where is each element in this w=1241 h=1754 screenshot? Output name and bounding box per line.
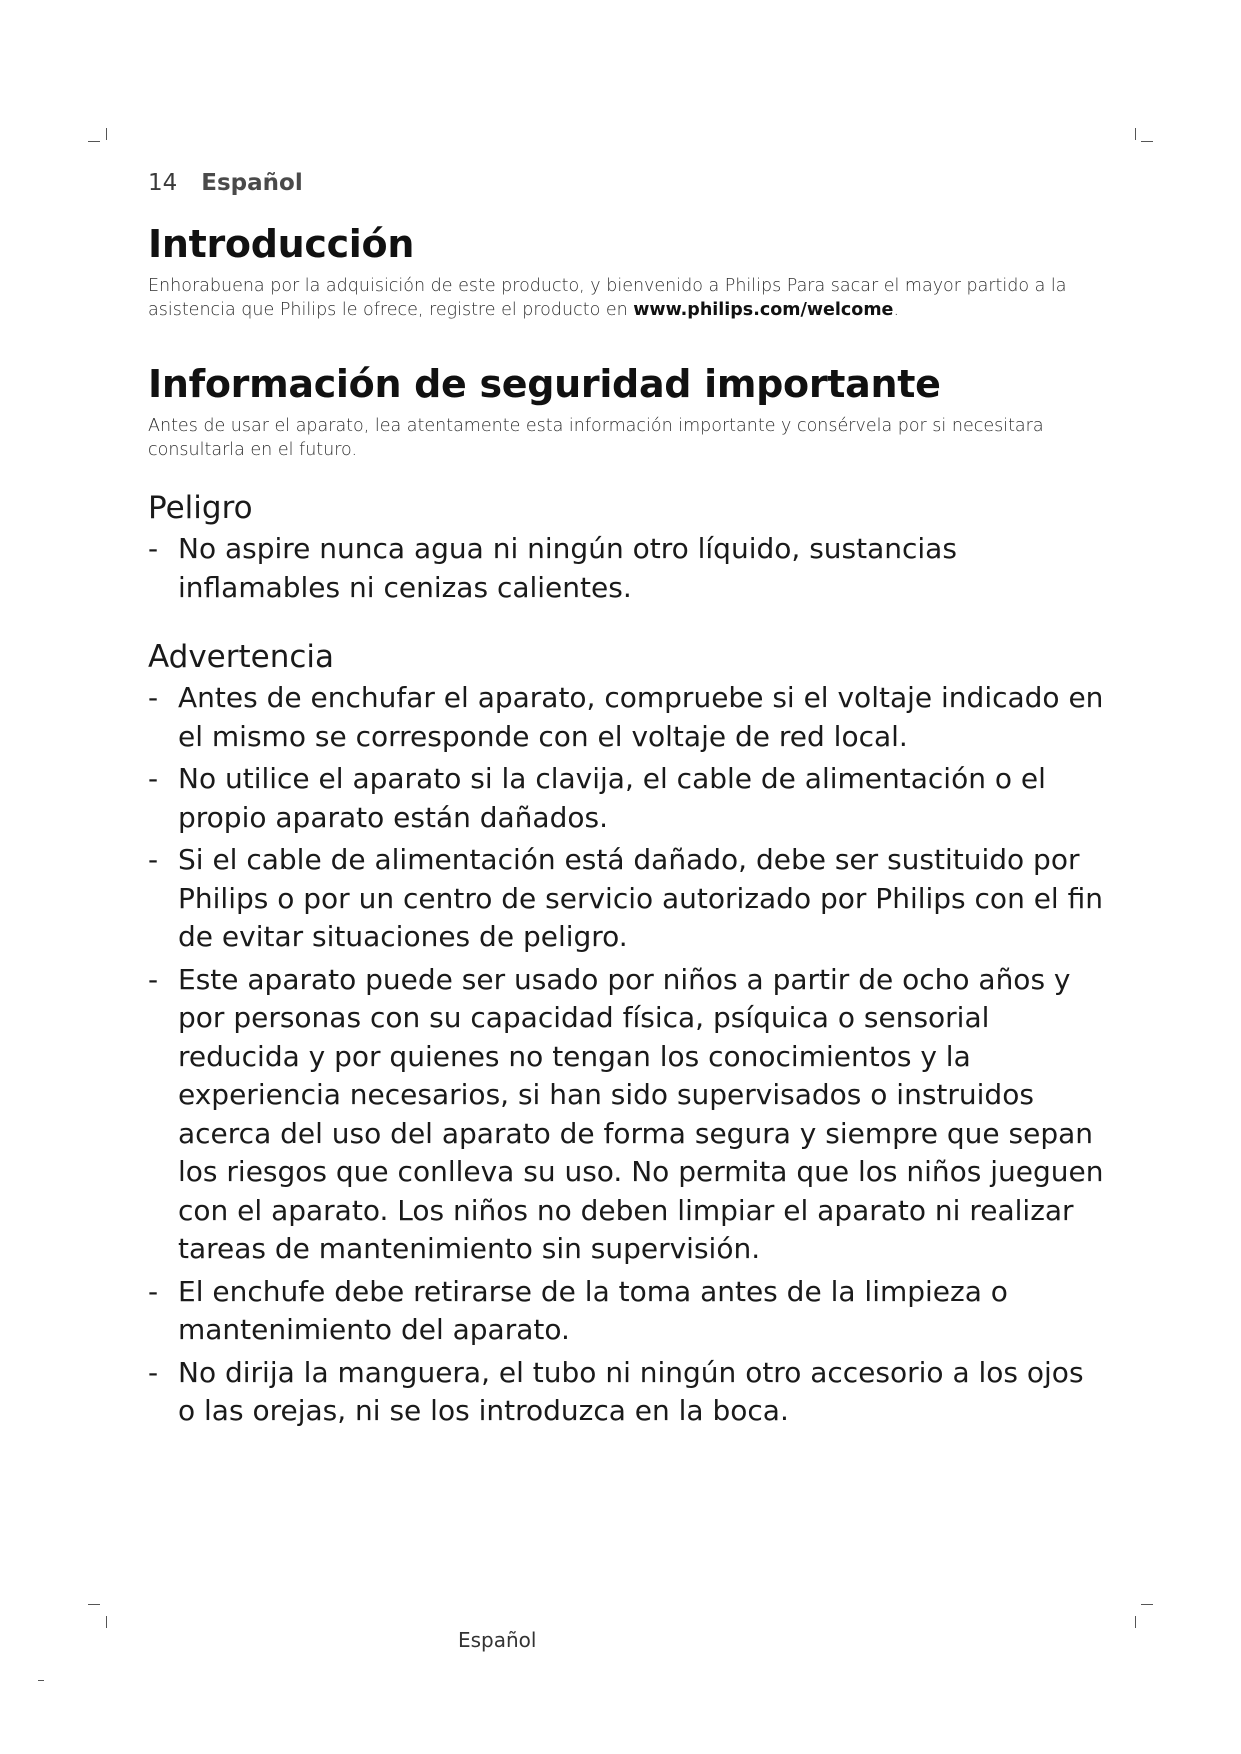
list-item — [148, 841, 1108, 957]
welcome-link[interactable]: www.philips.com/welcome — [633, 300, 894, 320]
header-language: Español — [201, 170, 303, 196]
warning-title: Advertencia — [148, 639, 335, 675]
list-item-text: Este aparato puede ser usado por niños a partir de ocho años y por personas con su capacidad física, psíquica o sensorial reducida y por quienes no tengan los conocimientos y la experiencia necesarios, si han sido supervisados o instruidos acerca del uso del aparato de forma segura y siempre que sepan los riesgos que conlleva su uso. No permita que los niños jueguen con el aparato. Los niños no deben limpiar el aparato ni realizar tareas de mantenimiento sin supervisión. — [178, 962, 1104, 1265]
list-item-text: Si el cable de alimentación está dañado, debe ser sustituido por Philips o por un centro de servicio autorizado por Philips con el fin de evitar situaciones de peligro. — [178, 843, 1103, 953]
page-footer: Español — [458, 1628, 537, 1652]
bullet-dash: - — [148, 843, 159, 876]
crop-mark-bottom-far-left — [38, 1680, 44, 1681]
list-item — [148, 760, 1108, 837]
bullet-dash: - — [148, 681, 159, 714]
crop-mark-bottom-left-v — [106, 1616, 107, 1628]
intro-title: Introducción — [148, 222, 415, 266]
list-item-text: No dirija la manguera, el tubo ni ningún otro accesorio a los ojos o las orejas, ni se los introduzca en la boca. — [178, 1355, 1084, 1427]
crop-mark-bottom-right-h — [1141, 1604, 1153, 1605]
crop-mark-top-right-v — [1135, 128, 1136, 140]
page-header — [148, 170, 303, 196]
page-content — [148, 218, 1108, 1435]
crop-mark-bottom-left-h — [88, 1604, 100, 1605]
safety-text: Antes de usar el aparato, lea atentamente esta información importante y consérvela por si necesitara consultarla en el futuro. — [148, 416, 1044, 460]
list-item-text: Antes de enchufar el aparato, compruebe si el voltaje indicado en el mismo se corresponde con el voltaje de red local. — [178, 681, 1104, 753]
danger-title: Peligro — [148, 490, 253, 526]
crop-mark-top-left-v — [106, 128, 107, 140]
list-item — [148, 961, 1108, 1269]
bullet-dash: - — [148, 962, 159, 996]
intro-text — [148, 274, 1108, 322]
bullet-dash: - — [148, 762, 159, 795]
intro-body: Enhorabuena por la adquisición de este producto, y bienvenido a Philips Para sacar el mayor partido a la asistencia que Philips le ofrece, registre el producto en — [148, 276, 1067, 320]
list-item — [148, 1354, 1108, 1431]
list-item-text: No utilice el aparato si la clavija, el cable de alimentación o el propio aparato están dañados. — [178, 762, 1046, 834]
list-item — [148, 679, 1108, 756]
crop-mark-top-right-h — [1141, 141, 1153, 142]
page-number: 14 — [148, 170, 178, 196]
list-item-text: El enchufe debe retirarse de la toma antes de la limpieza o mantenimiento del aparato. — [178, 1274, 1008, 1346]
intro-text-end: . — [893, 300, 900, 320]
crop-mark-top-left-h — [88, 141, 100, 142]
list-item — [148, 1273, 1108, 1350]
danger-list — [148, 530, 1108, 607]
bullet-dash: - — [148, 1355, 159, 1389]
safety-title: Información de seguridad importante — [148, 362, 941, 406]
bullet-dash: - — [148, 1274, 159, 1308]
bullet-dash: - — [148, 532, 159, 565]
crop-mark-bottom-right-v — [1135, 1616, 1136, 1628]
warning-list — [148, 679, 1108, 1431]
list-item — [148, 530, 1108, 607]
list-item-text: No aspire nunca agua ni ningún otro líquido, sustancias inflamables ni cenizas calientes. — [178, 532, 957, 604]
